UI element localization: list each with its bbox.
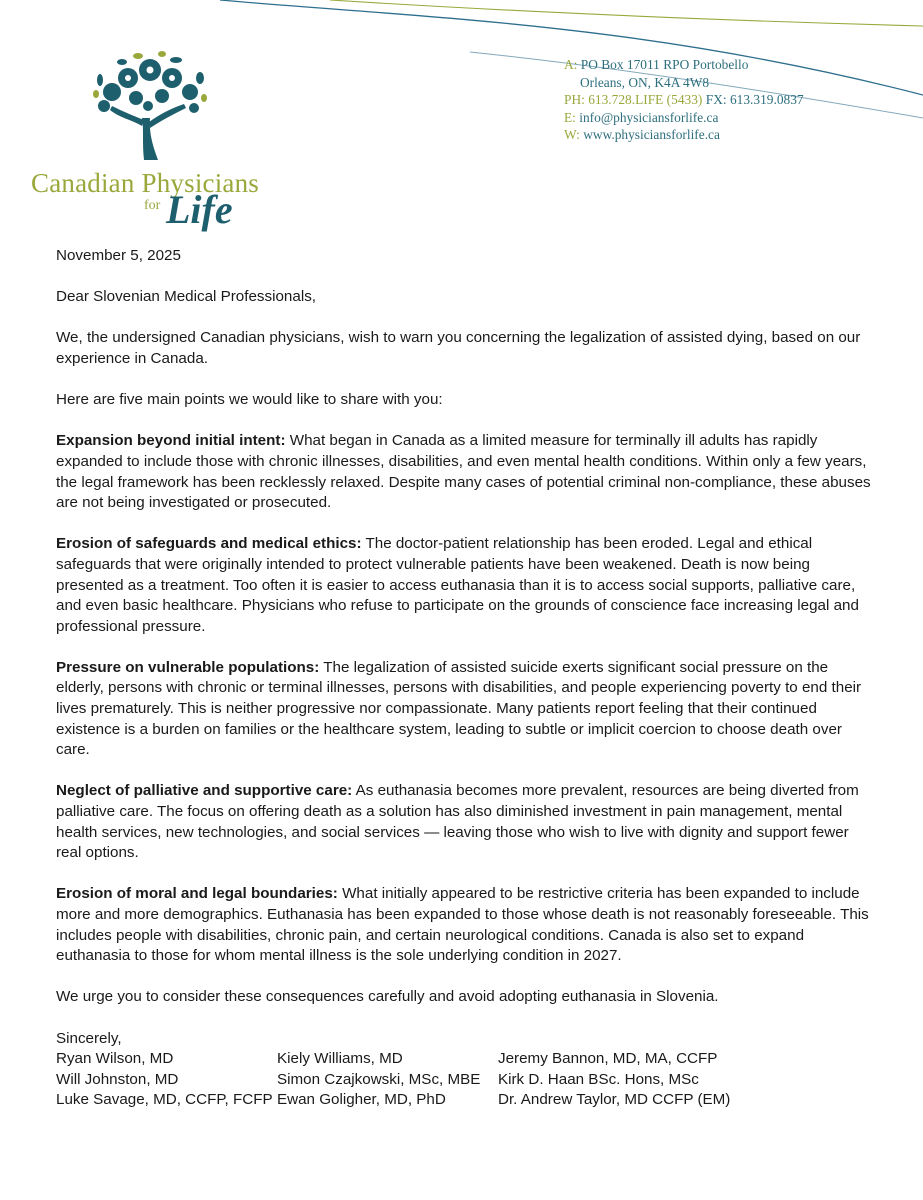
point-paragraph bbox=[56, 884, 874, 966]
signatory: Kiely Williams, MD bbox=[277, 1050, 403, 1068]
signatory: Kirk D. Haan BSc. Hons, MSc bbox=[498, 1070, 699, 1088]
address-row-2 bbox=[564, 74, 804, 92]
point-paragraph bbox=[56, 431, 874, 513]
point-paragraph bbox=[56, 658, 874, 761]
signatory: Will Johnston, MD bbox=[56, 1070, 179, 1088]
intro-paragraph: We, the undersigned Canadian physicians, wish to warn you concerning the legalization of assisted dying, based on our experience in Canada. bbox=[56, 329, 861, 367]
phone-value: 613.728.LIFE (5433) bbox=[588, 92, 703, 108]
point-heading: Neglect of palliative and supportive care: bbox=[56, 782, 353, 800]
contact-block bbox=[564, 56, 804, 144]
point-heading: Expansion beyond initial intent: bbox=[56, 432, 286, 450]
point-heading: Erosion of safeguards and medical ethics: bbox=[56, 535, 362, 553]
letter-body bbox=[56, 246, 874, 1111]
web-link[interactable]: www.physiciansforlife.ca bbox=[583, 127, 720, 143]
point-body: What initially appeared to be restrictive criteria has been expanded to include more and more demographics. Euthanasia has been expanded to those whose death is not reasonably foreseeable. This includes people with disabilities, chronic pain, and certain neurological conditions. Canada is also set to expand euthanasia to those for whom mental illness is the sole underlying condition in 2027. bbox=[56, 885, 869, 965]
address-line2: Orleans, ON, K4A 4W8 bbox=[580, 74, 710, 90]
tree-icon bbox=[92, 48, 212, 166]
address-line1: PO Box 17011 RPO Portobello bbox=[580, 57, 749, 72]
point-body: What began in Canada as a limited measure for terminally ill adults has rapidly expanded to include those with chronic illnesses, disabilities, and even mental health conditions. Within only a few years, the legal framework has been recklessly relaxed. Despite many cases of potential criminal non-compliance, these abuses are not being investigated or prosecuted. bbox=[56, 432, 871, 512]
point-body: The doctor-patient relationship has been eroded. Legal and ethical safeguards that were originally intended to protect vulnerable patients have been weakened. Death is now being presented as a treatment. Too often it is easier to access euthanasia than it is to access social supports, palliative care, and even basic healthcare. Physicians who refuse to participate on the grounds of conscience face increasing legal and professional pressure. bbox=[56, 535, 859, 635]
point-body: As euthanasia becomes more prevalent, resources are being diverted from palliative care. The focus on offering death as a solution has also diminished investment in pain management, mental health services, new technologies, and social services — leaving those who wish to live with dignity and support fewer real options. bbox=[56, 782, 859, 862]
phone-label: PH: bbox=[564, 92, 585, 108]
email-row bbox=[564, 109, 804, 127]
email-link[interactable]: info@physiciansforlife.ca bbox=[579, 109, 719, 125]
salutation: Dear Slovenian Medical Professionals, bbox=[56, 288, 317, 306]
closing-statement: We urge you to consider these consequences carefully and avoid adopting euthanasia in Slovenia. bbox=[56, 988, 719, 1006]
signatory: Dr. Andrew Taylor, MD CCFP (EM) bbox=[498, 1091, 731, 1109]
web-row bbox=[564, 126, 804, 144]
point-heading: Erosion of moral and legal boundaries: bbox=[56, 885, 338, 903]
org-for: for bbox=[144, 198, 161, 213]
phone-row bbox=[564, 91, 804, 109]
org-life: Life bbox=[166, 187, 233, 232]
fax-label: FX: bbox=[705, 92, 727, 108]
lead-paragraph: Here are five main points we would like to share with you: bbox=[56, 391, 443, 409]
signatory: Ewan Goligher, MD, PhD bbox=[277, 1091, 446, 1109]
fax-value: 613.319.0837 bbox=[729, 92, 804, 108]
letter-date: November 5, 2025 bbox=[56, 247, 181, 264]
point-body: The legalization of assisted suicide exerts significant social pressure on the elderly, persons with chronic or terminal illnesses, persons with disabilities, and people experiencing poverty to end their lives prematurely. This is neither progressive nor compassionate. Many patients report feeling that their continued existence is a burden on families or the healthcare system, leading to subtle or implicit coercion to choose death over care. bbox=[56, 658, 862, 759]
address-row bbox=[564, 56, 804, 74]
point-paragraph bbox=[56, 534, 874, 637]
point-paragraph bbox=[56, 781, 874, 863]
sign-off: Sincerely, bbox=[56, 1029, 122, 1047]
signatory: Ryan Wilson, MD bbox=[56, 1050, 174, 1068]
signatories bbox=[56, 1049, 874, 1111]
signatory: Luke Savage, MD, CCFP, FCFP bbox=[56, 1091, 273, 1109]
org-name: Canadian Physicians bbox=[31, 168, 260, 198]
web-label: W: bbox=[564, 127, 580, 143]
point-heading: Pressure on vulnerable populations: bbox=[56, 658, 320, 676]
email-label: E: bbox=[564, 109, 576, 125]
signatory: Simon Czajkowski, MSc, MBE bbox=[277, 1070, 481, 1088]
address-label: A: bbox=[564, 57, 578, 72]
signatory: Jeremy Bannon, MD, MA, CCFP bbox=[498, 1050, 718, 1068]
